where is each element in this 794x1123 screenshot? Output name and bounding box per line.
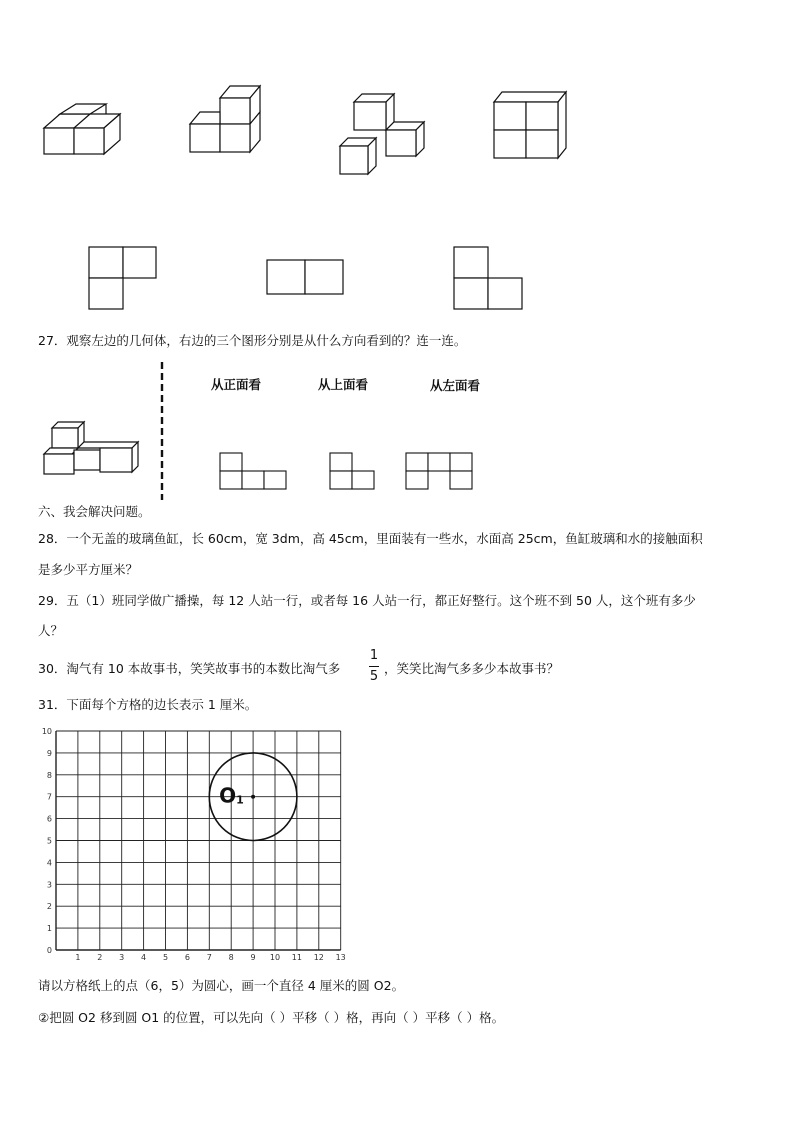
question-28-line2: 是多少平方厘米？ [38, 562, 139, 577]
x-tick-label: 3 [119, 953, 125, 962]
view-label-left: 从左面看 [430, 378, 481, 393]
x-tick-label: 4 [141, 953, 147, 962]
question-31-task-1: 请以方格纸上的点（6，5）为圆心，画一个直径 4 厘米的圆 O2。 [38, 978, 405, 993]
x-tick-label: 5 [162, 953, 169, 962]
question-27-text: 27．观察左边的几何体，右边的三个图形分别是从什么方向看到的？连一连。 [38, 333, 467, 348]
x-tick-label: 8 [228, 953, 234, 962]
x-tick-label: 13 [335, 953, 346, 962]
view-label-top: 从上面看 [318, 377, 369, 392]
view-label-front: 从正面看 [211, 377, 262, 392]
section-6-heading: 六、我会解决问题。 [38, 504, 151, 519]
question-30-text-before: 30．淘气有 10 本故事书，笑笑故事书的本数比淘气多 [38, 661, 341, 676]
question-28-line1: 28．一个无盖的玻璃鱼缸，长 60cm，宽 3dm，高 45cm，里面装有一些水，水面高 25cm，鱼缸玻璃和水的接触面积 [38, 531, 703, 546]
x-tick-label: 12 [313, 953, 324, 962]
question-31-task-2: ②把圆 O2 移到圆 O1 的位置，可以先向（ ）平移（ ）格，再向（ ）平移（ ）格。 [38, 1010, 505, 1025]
question-29-line1: 29．五（1）班同学做广播操，每 12 人站一行，或者每 16 人站一行，都正好整行。这个班不到 50 人，这个班有多少 [38, 593, 696, 608]
y-tick-label: 2 [46, 902, 52, 912]
question-30-text-after: ，笑笑比淘气多多少本故事书？ [384, 661, 560, 676]
y-tick-label: 8 [46, 770, 52, 780]
x-tick-label: 2 [97, 953, 103, 962]
y-tick-label: 9 [46, 748, 52, 758]
y-tick-label: 10 [41, 727, 52, 736]
y-tick-label: 7 [46, 792, 52, 802]
fraction-denominator: 5 [369, 669, 379, 684]
circle-o1-label: O [219, 783, 237, 808]
fraction-numerator: 1 [369, 648, 379, 663]
y-tick-label: 1 [46, 924, 52, 934]
x-tick-label: 11 [291, 953, 302, 962]
x-tick-label: 10 [269, 953, 281, 962]
x-tick-label: 7 [206, 953, 212, 962]
y-tick-label: 5 [46, 836, 52, 846]
x-tick-label: 1 [75, 953, 81, 962]
x-tick-label: 9 [250, 953, 256, 962]
x-tick-label: 6 [184, 953, 190, 962]
y-tick-label: 0 [46, 946, 52, 955]
question-31-text: 31．下面每个方格的边长表示 1 厘米。 [38, 697, 258, 712]
circle-o1-center-point [251, 795, 255, 799]
question-29-line2: 人？ [38, 623, 64, 638]
y-tick-label: 4 [46, 858, 52, 868]
y-tick-label: 6 [46, 814, 52, 824]
y-tick-label: 3 [46, 880, 52, 890]
circle-o1-label-subscript: 1 [236, 793, 244, 807]
